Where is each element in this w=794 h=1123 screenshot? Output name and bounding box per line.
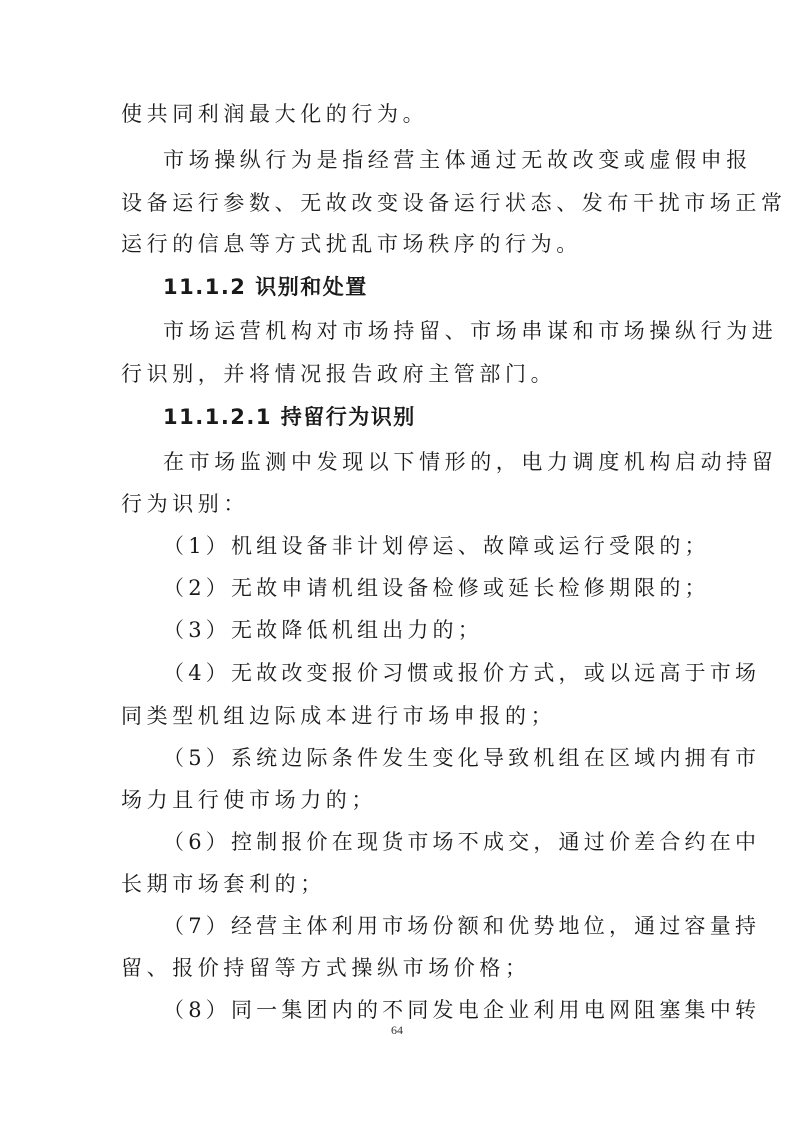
list-item: （4）无故改变报价习惯或报价方式，或以远高于市场 <box>163 661 761 685</box>
list-item-continuation: 场力且行使市场力的； <box>121 788 377 812</box>
paragraph-line: 行为识别： <box>121 492 249 516</box>
paragraph-line: 运行的信息等方式扰乱市场秩序的行为。 <box>121 232 582 256</box>
list-item: （1）机组设备非计划停运、故障或运行受限的； <box>163 534 710 558</box>
list-item: （3）无故降低机组出力的； <box>163 618 483 642</box>
paragraph-line: 市场运营机构对市场持留、市场串谋和市场操纵行为进 <box>163 319 778 343</box>
list-item: （8）同一集团内的不同发电企业利用电网阻塞集中转 <box>163 998 761 1022</box>
paragraph-line: 行识别，并将情况报告政府主管部门。 <box>121 362 557 386</box>
section-heading: 11.1.2 识别和处置 <box>163 275 368 299</box>
paragraph-line: 设备运行参数、无故改变设备运行状态、发布干扰市场正常 <box>121 191 787 215</box>
list-item: （2）无故申请机组设备检修或延长检修期限的； <box>163 576 710 600</box>
list-item-continuation: 长期市场套利的； <box>121 872 326 896</box>
list-item: （5）系统边际条件发生变化导致机组在区域内拥有市 <box>163 746 761 770</box>
paragraph-line: 使共同利润最大化的行为。 <box>121 102 429 126</box>
paragraph-line: 在市场监测中发现以下情形的，电力调度机构启动持留 <box>163 450 778 474</box>
list-item-continuation: 留、报价持留等方式操纵市场价格； <box>121 956 531 980</box>
paragraph-line: 市场操纵行为是指经营主体通过无故改变或虚假申报 <box>163 148 752 172</box>
list-item: （7）经营主体利用市场份额和优势地位，通过容量持 <box>163 914 761 938</box>
page-number: 64 <box>391 1023 403 1037</box>
list-item-continuation: 同类型机组边际成本进行市场申报的； <box>121 704 557 728</box>
list-item: （6）控制报价在现货市场不成交，通过价差合约在中 <box>163 830 761 854</box>
subsection-heading: 11.1.2.1 持留行为识别 <box>163 405 416 429</box>
